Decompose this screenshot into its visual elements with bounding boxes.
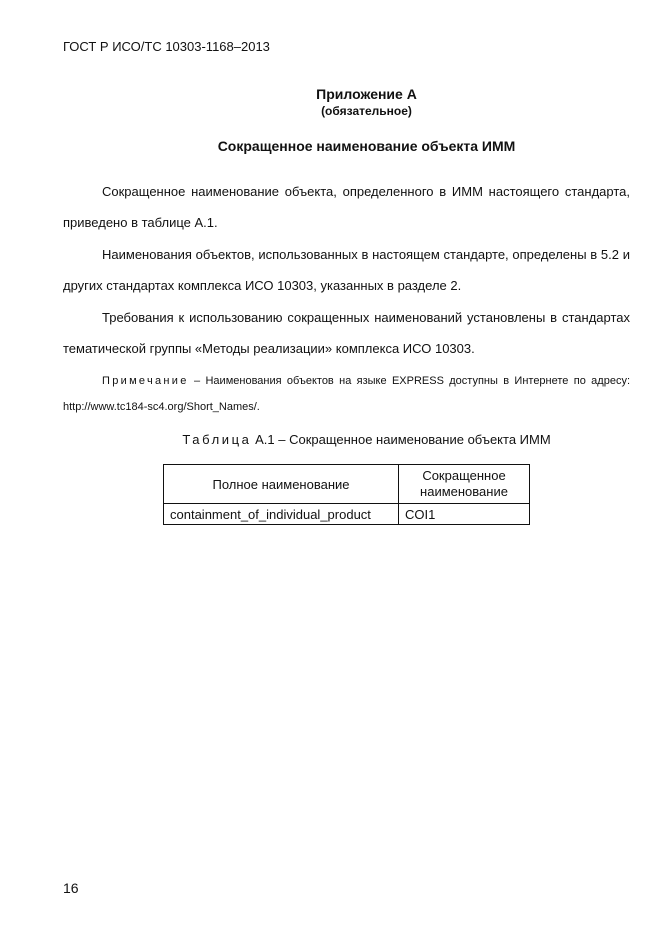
paragraph-3: Требования к использованию сокращенных наименований установлены в стандартах тематической группы «Методы реализации» комплекса ИСО 10303.	[63, 310, 630, 356]
table-header-full-name: Полное наименование	[164, 465, 399, 504]
table-header-row	[164, 465, 530, 504]
note-label: Примечание	[102, 375, 189, 387]
note	[63, 368, 630, 420]
note-text: Наименования объектов на языке EXPRESS доступны в Интернете по адресу: http://www.tc184-sc4.org/Short_Names/.	[63, 375, 630, 413]
paragraph-1: Сокращенное наименование объекта, определенного в ИММ настоящего стандарта, приведено в таблице А.1.	[63, 184, 630, 230]
table-cell-full-name: containment_of_individual_product	[164, 504, 399, 525]
table-row	[164, 504, 530, 525]
table-caption-label: Таблица	[182, 432, 252, 447]
table-caption-text: А.1 – Сокращенное наименование объекта ИММ	[251, 432, 551, 447]
short-names-table	[163, 464, 530, 525]
table-header-short-name: Сокращенное наименование	[399, 465, 530, 504]
appendix-title: Приложение А	[316, 86, 417, 102]
note-dash: –	[188, 375, 206, 387]
paragraph-2: Наименования объектов, использованных в настоящем стандарте, определены в 5.2 и других стандартах комплекса ИСО 10303, указанных в разделе 2.	[63, 247, 630, 293]
page-number: 16	[63, 880, 79, 896]
document-code-header: ГОСТ Р ИСО/ТС 10303-1168–2013	[63, 39, 270, 54]
section-title: Сокращенное наименование объекта ИММ	[217, 138, 516, 154]
appendix-subtitle: (обязательное)	[321, 104, 412, 118]
table-caption	[36, 432, 661, 447]
table-cell-short-name: COI1	[399, 504, 530, 525]
